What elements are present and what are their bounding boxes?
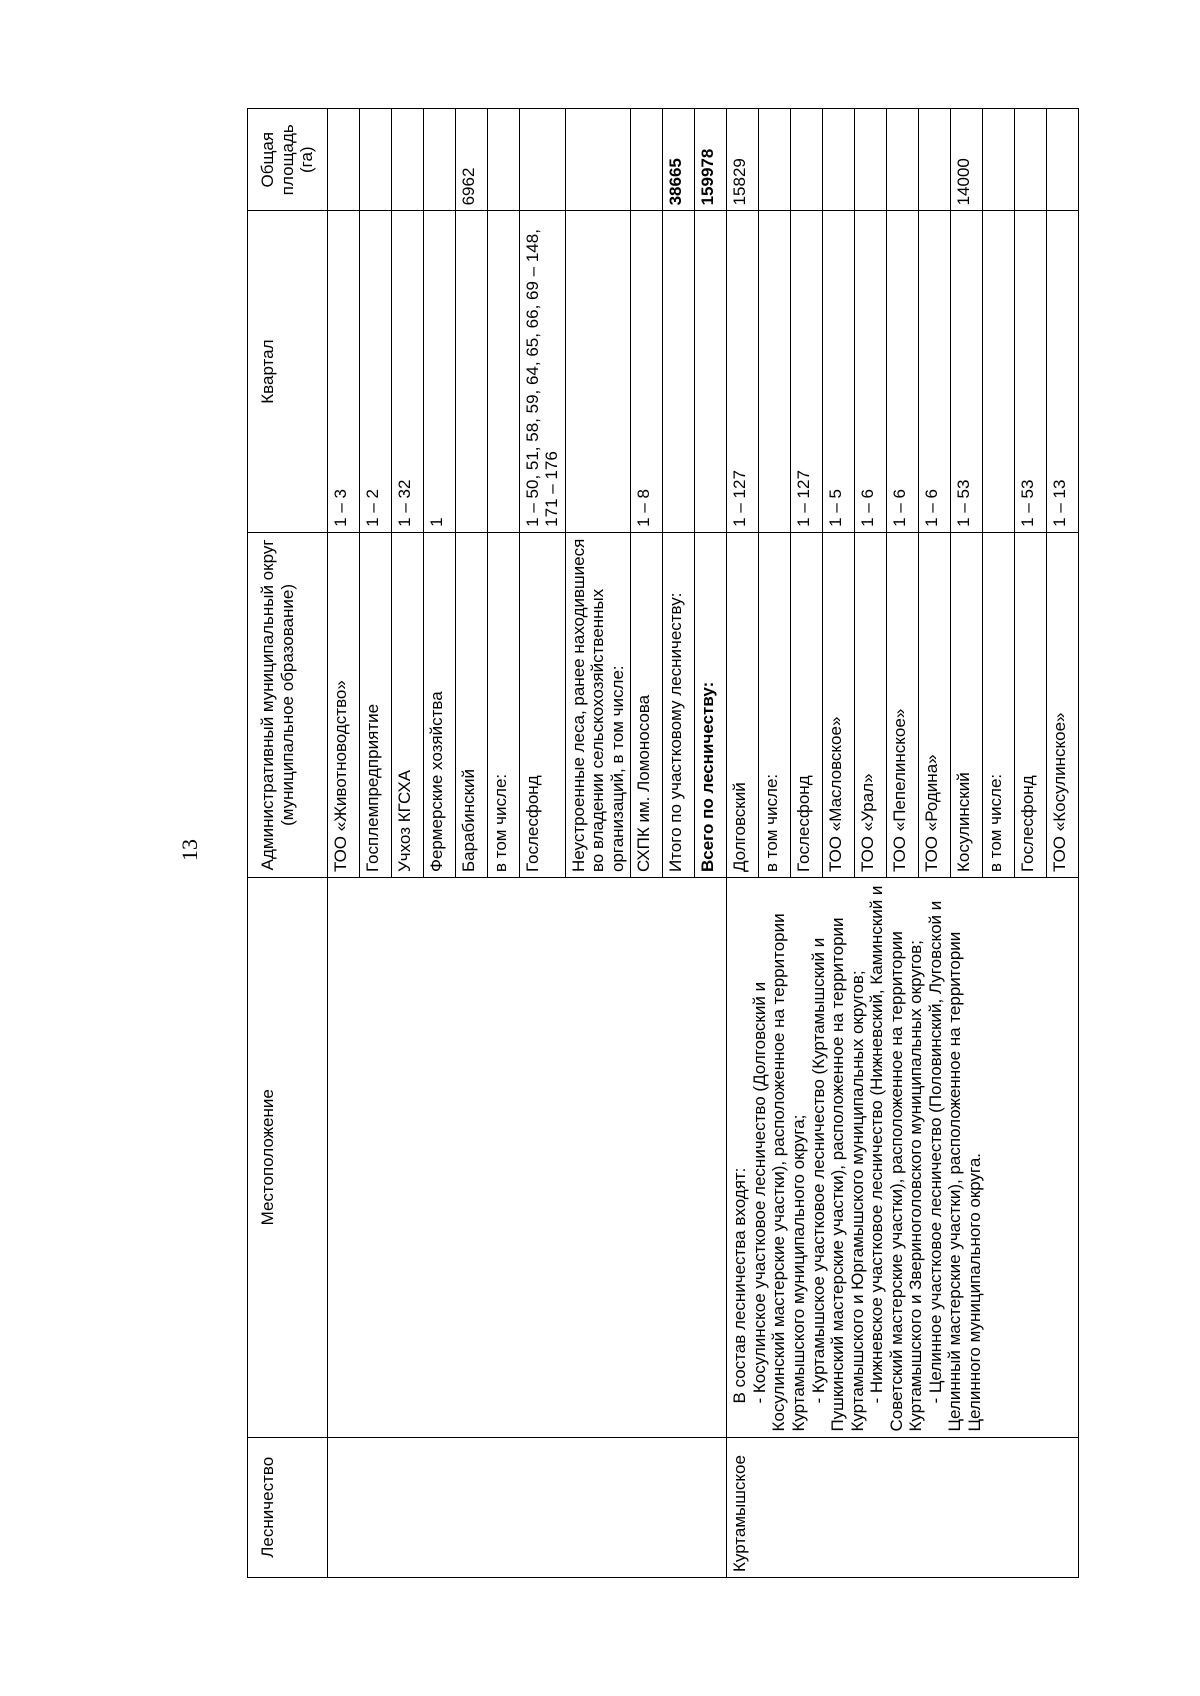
district-cell: Неустроенные леса, ранее находившиеся во владении сельскохозяйственных организаций, в том числе: bbox=[565, 532, 631, 877]
quarter-cell: 1 – 6 bbox=[887, 211, 919, 532]
district-cell: ТОО «Животноводство» bbox=[327, 532, 359, 877]
header-district: Административный муниципальный округ (муниципальное образование) bbox=[248, 532, 328, 877]
quarter-cell bbox=[663, 211, 695, 532]
district-cell: Госплемпредприятие bbox=[359, 532, 391, 877]
header-location: Местоположение bbox=[248, 878, 328, 1438]
district-cell: в том числе: bbox=[759, 532, 791, 877]
area-cell bbox=[359, 109, 391, 211]
district-cell: в том числе: bbox=[487, 532, 519, 877]
quarter-cell: 1 – 8 bbox=[631, 211, 663, 532]
area-cell bbox=[423, 109, 455, 211]
area-cell bbox=[1047, 109, 1079, 211]
quarter-cell: 1 – 6 bbox=[855, 211, 887, 532]
header-row bbox=[248, 109, 328, 1578]
area-cell bbox=[565, 109, 631, 211]
quarter-cell bbox=[565, 211, 631, 532]
header-forestry: Лесничество bbox=[248, 1437, 328, 1577]
quarter-cell: 1 – 127 bbox=[727, 211, 759, 532]
district-cell: Всего по лесничеству: bbox=[695, 532, 727, 877]
district-cell: Барабинский bbox=[455, 532, 487, 877]
table-row bbox=[327, 109, 359, 1578]
location-cell bbox=[327, 878, 727, 1438]
table-row bbox=[727, 109, 759, 1578]
district-cell: ТОО «Косулинское» bbox=[1047, 532, 1079, 877]
quarter-cell bbox=[983, 211, 1015, 532]
area-cell: 6962 bbox=[455, 109, 487, 211]
forestry-cell-kurtamysh: Куртамышское bbox=[727, 1437, 1079, 1577]
header-area: Общая площадь (га) bbox=[248, 109, 328, 211]
quarter-cell: 1 – 5 bbox=[823, 211, 855, 532]
quarter-cell: 1 – 53 bbox=[1015, 211, 1047, 532]
district-cell: в том числе: bbox=[983, 532, 1015, 877]
quarter-cell: 1 – 32 bbox=[391, 211, 423, 532]
location-intro: В состав лесничества входят: bbox=[730, 1167, 750, 1404]
area-cell: 15829 bbox=[727, 109, 759, 211]
district-cell: ТОО «Родина» bbox=[919, 532, 951, 877]
area-cell bbox=[791, 109, 823, 211]
quarter-cell: 1 – 127 bbox=[791, 211, 823, 532]
quarter-cell: 1 – 6 bbox=[919, 211, 951, 532]
area-cell bbox=[519, 109, 565, 211]
district-cell: ТОО «Урал» bbox=[855, 532, 887, 877]
area-cell bbox=[887, 109, 919, 211]
location-cell-kurtamysh bbox=[727, 878, 1079, 1438]
district-cell: Фермерские хозяйства bbox=[423, 532, 455, 877]
district-cell: Гослесфонд bbox=[791, 532, 823, 877]
quarter-cell bbox=[695, 211, 727, 532]
area-cell bbox=[631, 109, 663, 211]
district-cell: Учхоз КГСХА bbox=[391, 532, 423, 877]
area-cell: 38665 bbox=[663, 109, 695, 211]
location-item: - Косулинское участковое лесничество (Долговский и Косулинский мастерские участки), расположенное на территории Куртамышского муниципального округа; bbox=[749, 913, 809, 1432]
district-cell: СХПК им. Ломоносова bbox=[631, 532, 663, 877]
district-cell: Гослесфонд bbox=[519, 532, 565, 877]
quarter-cell bbox=[487, 211, 519, 532]
district-cell: ТОО «Пепелинское» bbox=[887, 532, 919, 877]
area-cell bbox=[823, 109, 855, 211]
quarter-cell: 1 bbox=[423, 211, 455, 532]
area-cell bbox=[327, 109, 359, 211]
rotated-table-container bbox=[247, 108, 1143, 1578]
area-cell bbox=[391, 109, 423, 211]
quarter-cell: 1 – 50, 51, 58, 59, 64, 65, 66, 69 – 148, 171 – 176 bbox=[519, 211, 565, 532]
header-quarter: Квартал bbox=[248, 211, 328, 532]
area-cell: 159978 bbox=[695, 109, 727, 211]
district-cell: ТОО «Масловское» bbox=[823, 532, 855, 877]
area-cell bbox=[983, 109, 1015, 211]
location-item: - Нижневское участковое лесничество (Нижневский, Каминский и Советский мастерские участки), расположенное на территории Куртамышского и Звериноголовского муниципальных округов; bbox=[867, 885, 926, 1432]
location-item: - Куртамышское участковое лесничество (Куртамышский и Пушкинский мастерские участки), расположенное на территории Куртамышского и Юргамышского муниципальных округов; bbox=[808, 917, 867, 1432]
area-cell bbox=[919, 109, 951, 211]
area-cell: 14000 bbox=[951, 109, 983, 211]
district-cell: Долговский bbox=[727, 532, 759, 877]
area-cell bbox=[1015, 109, 1047, 211]
quarter-cell: 1 – 3 bbox=[327, 211, 359, 532]
quarter-cell bbox=[759, 211, 791, 532]
location-item: - Целинное участковое лесничество (Половинский, Луговской и Целинный мастерские участки), расположенное на территории Целинного муниципального округа. bbox=[925, 900, 984, 1432]
area-cell bbox=[759, 109, 791, 211]
district-cell: Итого по участковому лесничеству: bbox=[663, 532, 695, 877]
quarter-cell: 1 – 2 bbox=[359, 211, 391, 532]
area-cell bbox=[855, 109, 887, 211]
quarter-cell: 1 – 53 bbox=[951, 211, 983, 532]
district-cell: Косулинский bbox=[951, 532, 983, 877]
forestry-cell bbox=[327, 1437, 727, 1577]
area-cell bbox=[487, 109, 519, 211]
quarter-cell bbox=[455, 211, 487, 532]
district-cell: Гослесфонд bbox=[1015, 532, 1047, 877]
quarter-cell: 1 – 13 bbox=[1047, 211, 1079, 532]
forestry-table bbox=[247, 108, 1079, 1578]
page-number: 13 bbox=[177, 839, 202, 861]
